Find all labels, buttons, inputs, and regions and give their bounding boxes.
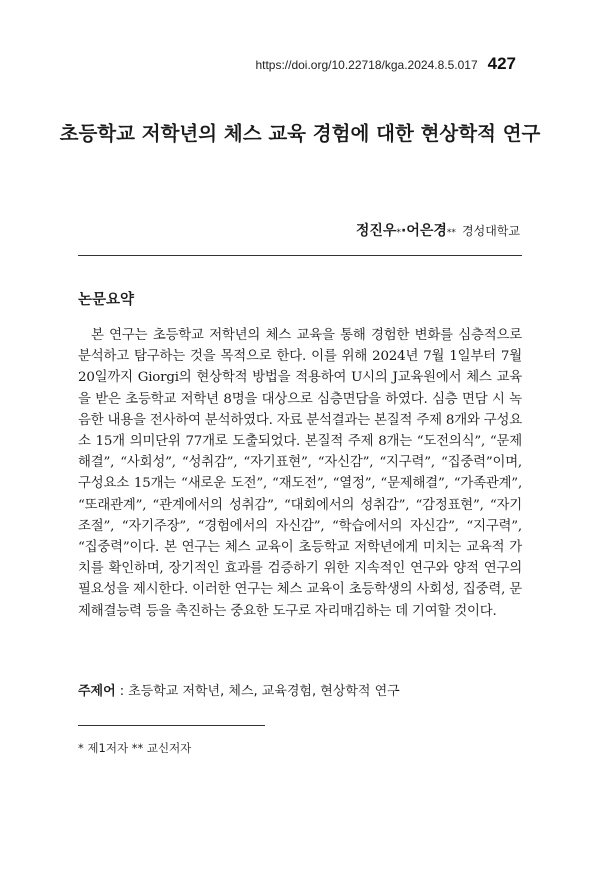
footnote: * 제1저자 ** 교신저자	[78, 741, 192, 755]
keywords-line	[78, 680, 400, 699]
author-separator: ·	[400, 223, 407, 239]
page-number: 427	[487, 54, 516, 73]
author-1: 정진우	[355, 223, 397, 239]
author-line	[356, 220, 520, 240]
author-2-mark: **	[446, 228, 456, 238]
keywords-separator: :	[119, 684, 125, 699]
paper-title: 초등학교 저학년의 체스 교육 경험에 대한 현상학적 연구	[59, 122, 541, 145]
author-2: 어은경	[406, 223, 447, 239]
affiliation: 경성대학교	[462, 224, 520, 238]
doi-link[interactable]: https://doi.org/10.22718/kga.2024.8.5.017	[255, 58, 478, 72]
keywords-terms: 초등학교 저학년, 체스, 교육경험, 현상학적 연구	[128, 684, 400, 699]
header-divider	[78, 255, 522, 256]
author-1-mark: *	[396, 228, 401, 238]
running-header	[255, 54, 516, 74]
abstract-body: 본 연구는 초등학교 저학년의 체스 교육을 통해 경험한 변화를 심층적으로 분석하고 탐구하는 것을 목적으로 한다. 이를 위해 2024년 7월 1일부터 7월 20일까지 Giorgi의 현상학적 방법을 적용하여 U시의 J교육원에서 체스 교육을 받은 초등학교 저학년 8명을 대상으로 심층면담을 하였다. 심층 면담 시 녹음한 내용을 전사하여 분석하였다. 자료 분석결과는 본질적 주제 8개와 구성요소 15개 의미단위 77개로 도출되었다. 본질적 주제 8개는 “도전의식”, “문제해결”, “사회성”, “성취감”, “자기표현”, “자신감”, “지구력”, “집중력”이며, 구성요소 15개는 “새로운 도전”, “재도전”, “열정”, “문제해결”, “가족관계”, “또래관계”, “관계에서의 성취감”, “대회에서의 성취감”, “감정표현”, “자기조절”, “자기주장”, “경험에서의 자신감”, “학습에서의 자신감”, “지구력”, “집중력”이다. 본 연구는 체스 교육이 초등학교 저학년에게 미치는 교육적 가치를 확인하며, 장기적인 효과를 검증하기 위한 지속적인 연구와 양적 연구의 필요성을 제시한다. 이러한 연구는 체스 교육이 초등학생의 사회성, 집중력, 문제해결능력 등을 촉진하는 중요한 도구로 자리매김하는 데 기여할 것이다.	[78, 328, 522, 619]
footnote-divider	[78, 725, 265, 726]
abstract-heading: 논문요약	[78, 292, 135, 308]
keywords-label: 주제어	[78, 684, 116, 699]
